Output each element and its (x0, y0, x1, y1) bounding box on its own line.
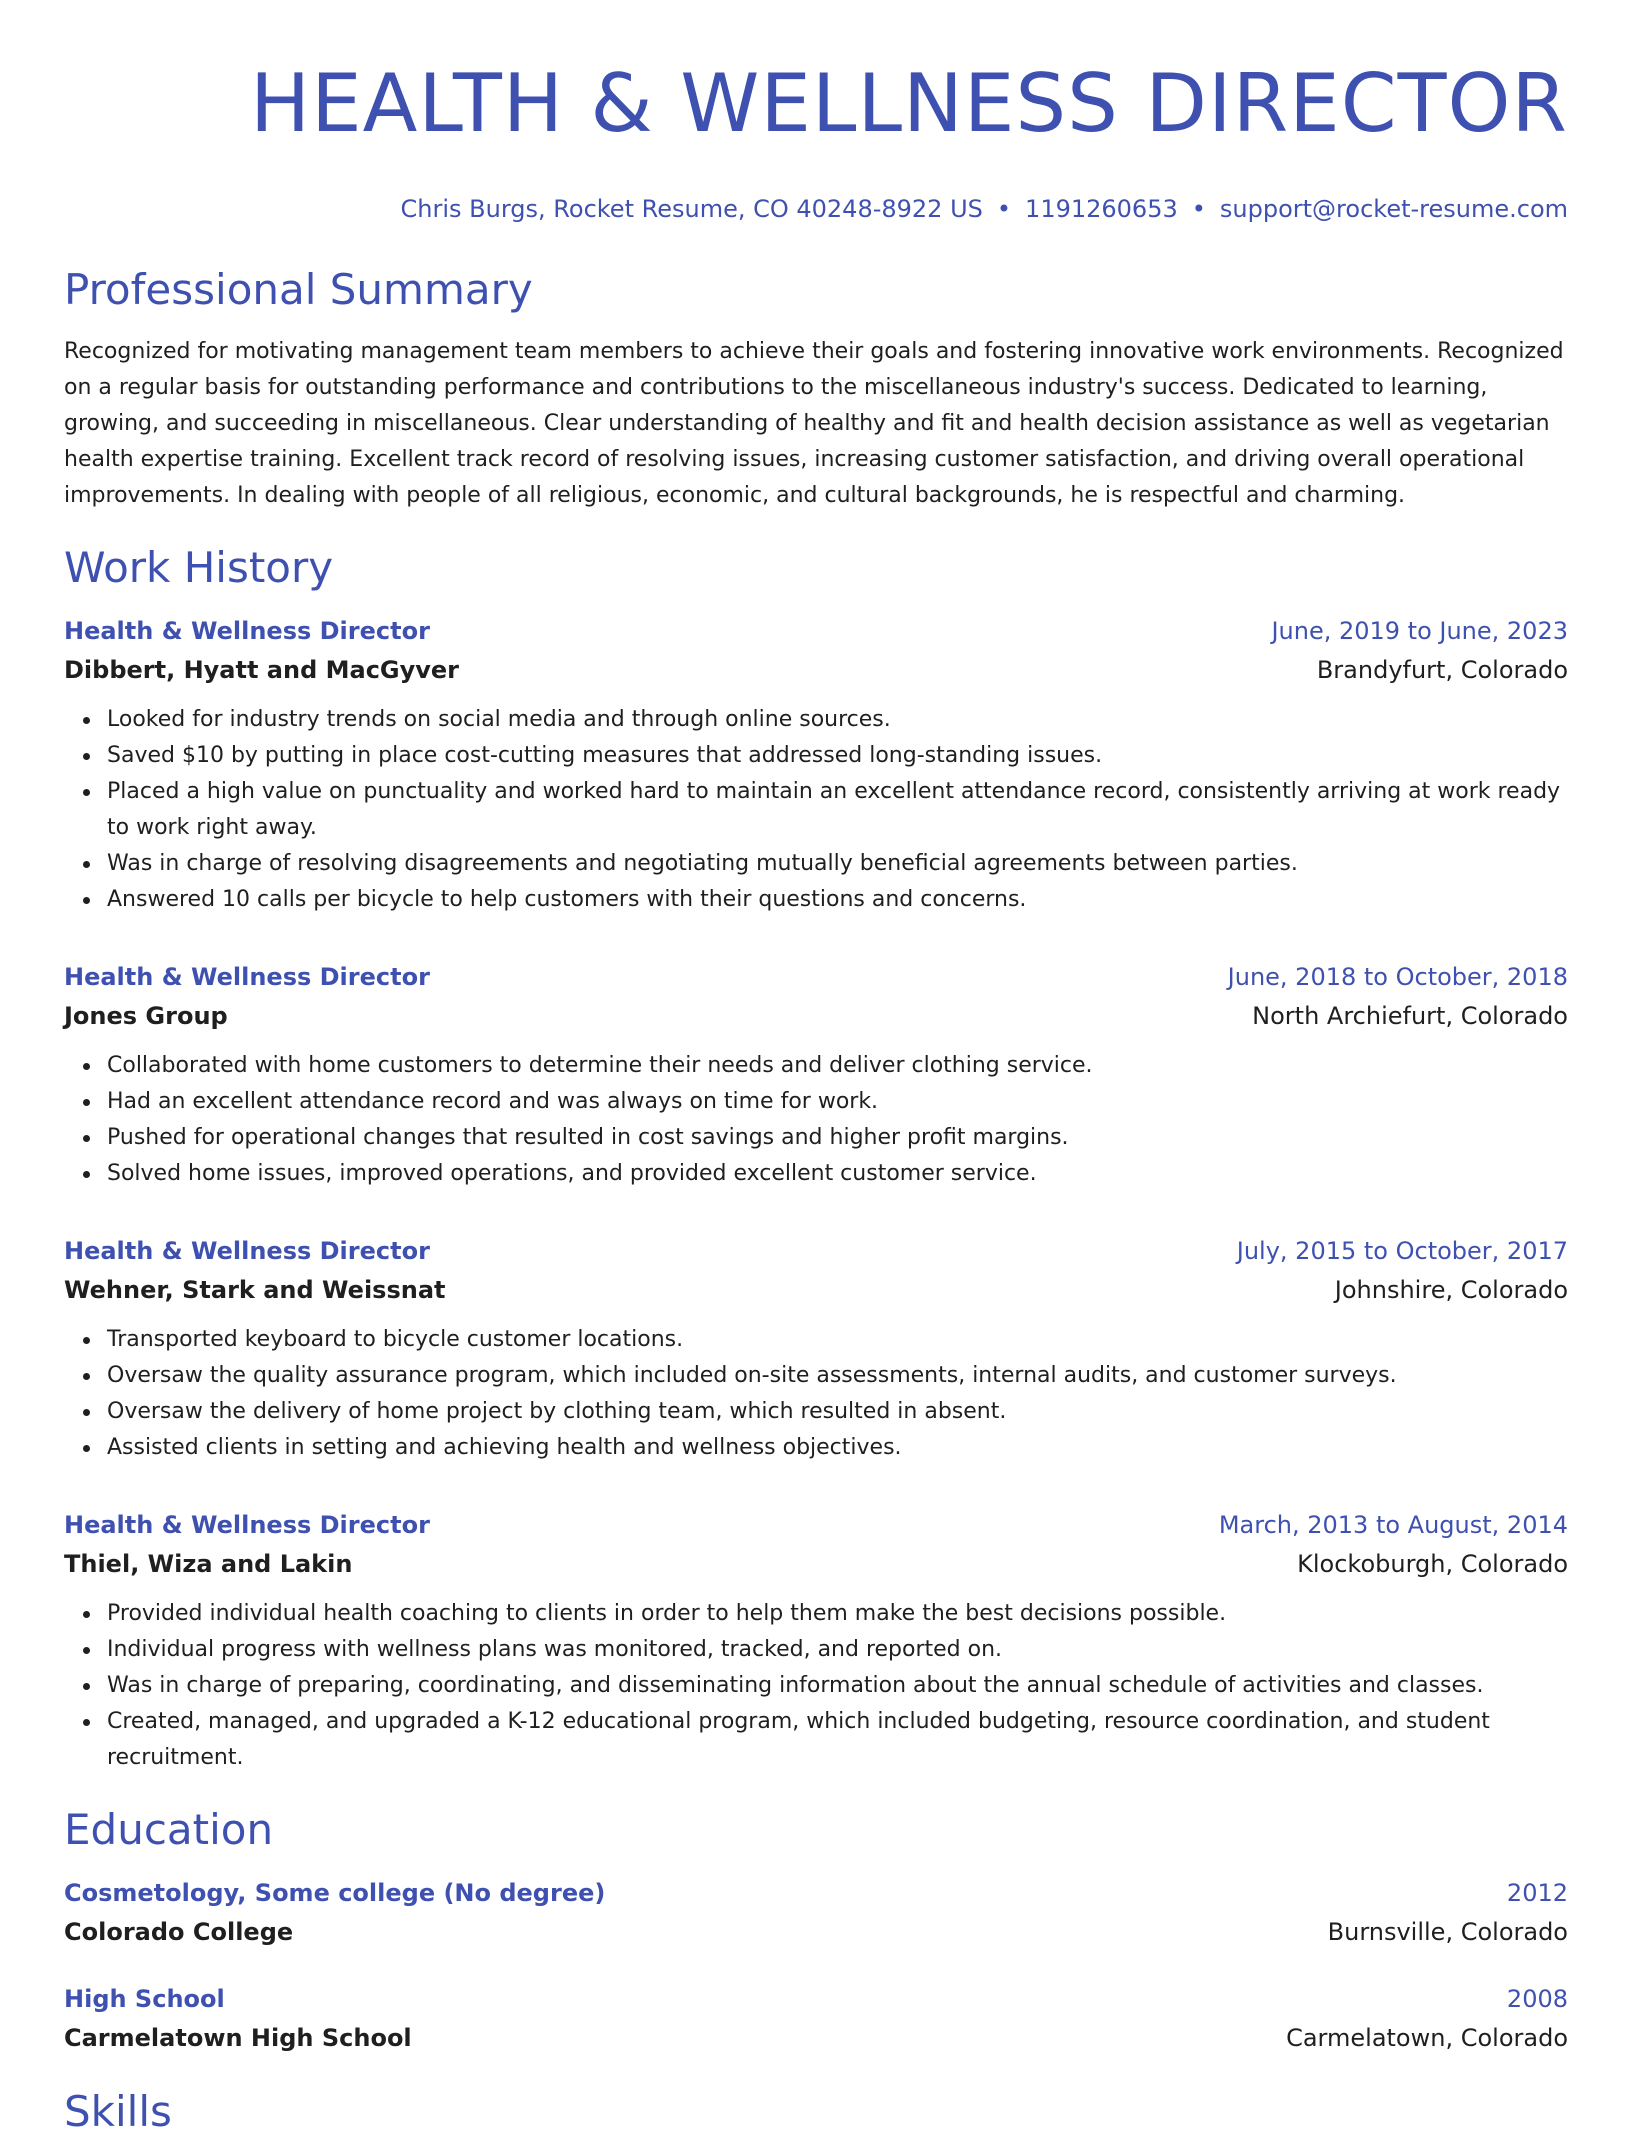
job-bullets (64, 1596, 1568, 1776)
contact-address: Chris Burgs, Rocket Resume, CO 40248-8922 US (400, 195, 983, 223)
job-bullet: Placed a high value on punctuality and worked hard to maintain an excellent attendance record, consistently arriving at work ready to work right away. (107, 774, 1568, 846)
job-bullet: Created, managed, and upgraded a K-12 educational program, which included budgeting, resource coordination, and student recruitment. (107, 1704, 1568, 1776)
job-bullets (64, 1322, 1568, 1466)
job-header (64, 612, 1568, 650)
education-entry (64, 1980, 1568, 2058)
job-bullet: Provided individual health coaching to clients in order to help them make the best decisions possible. (107, 1596, 1568, 1632)
education-degree: High School (64, 1985, 225, 2013)
job-bullet: Saved $10 by putting in place cost-cutting measures that addressed long-standing issues. (107, 738, 1568, 774)
education-year: 2012 (1506, 1879, 1568, 1907)
job-bullet: Assisted clients in setting and achieving health and wellness objectives. (107, 1430, 1568, 1466)
education-entry (64, 1874, 1568, 1952)
education-subheader (64, 1912, 1568, 1952)
job-dates: March, 2013 to August, 2014 (1218, 1511, 1568, 1539)
job-bullet: Solved home issues, improved operations, and provided excellent customer service. (107, 1156, 1568, 1192)
job-bullets (64, 702, 1568, 918)
summary-text: Recognized for motivating management team members to achieve their goals and fostering innovative work environments. Recognized on a regular basis for outstanding performance and contributions to the miscellaneous industry's success. Dedicated to learning, growing, and succeeding in miscellaneous. Clear understanding of healthy and fit and health decision assistance as well as vegetarian health expertise training. Excellent track record of resolving issues, increasing customer satisfaction, and driving overall operational improvements. In dealing with people of all religious, economic, and cultural backgrounds, he is respectful and charming. (64, 339, 1564, 508)
job-company: Thiel, Wiza and Lakin (64, 1550, 353, 1578)
education-location: Carmelatown, Colorado (1286, 2024, 1568, 2052)
job-subheader (64, 1270, 1568, 1310)
job-bullet: Pushed for operational changes that resulted in cost savings and higher profit margins. (107, 1120, 1568, 1156)
job-location: Klockoburgh, Colorado (1297, 1550, 1568, 1578)
job-bullet: Transported keyboard to bicycle customer locations. (107, 1322, 1568, 1358)
job-bullet: Oversaw the quality assurance program, which included on-site assessments, internal audits, and customer surveys. (107, 1358, 1568, 1394)
education-school: Colorado College (64, 1918, 294, 1946)
education-header (64, 1874, 1568, 1912)
job-bullet: Was in charge of preparing, coordinating, and disseminating information about the annual schedule of activities and classes. (107, 1668, 1568, 1704)
job-entry (64, 1232, 1568, 1466)
job-company: Wehner, Stark and Weissnat (64, 1276, 446, 1304)
job-dates: July, 2015 to October, 2017 (1236, 1237, 1568, 1265)
job-company: Jones Group (64, 1002, 228, 1030)
contact-separator: • (1191, 195, 1206, 223)
summary-heading: Professional Summary (64, 265, 533, 314)
education-header (64, 1980, 1568, 2018)
job-bullet: Individual progress with wellness plans was monitored, tracked, and reported on. (107, 1632, 1568, 1668)
job-bullet: Had an excellent attendance record and was always on time for work. (107, 1084, 1568, 1120)
job-entry (64, 958, 1568, 1192)
job-bullet: Oversaw the delivery of home project by clothing team, which resulted in absent. (107, 1394, 1568, 1430)
job-bullet: Was in charge of resolving disagreements and negotiating mutually beneficial agreements between parties. (107, 846, 1568, 882)
job-location: North Archiefurt, Colorado (1252, 1002, 1568, 1030)
job-bullets (64, 1048, 1568, 1192)
job-role: Health & Wellness Director (64, 617, 430, 645)
job-company: Dibbert, Hyatt and MacGyver (64, 656, 460, 684)
job-bullet: Collaborated with home customers to determine their needs and deliver clothing service. (107, 1048, 1568, 1084)
contact-email: support@rocket-resume.com (1219, 195, 1568, 223)
job-location: Brandyfurt, Colorado (1316, 656, 1568, 684)
job-header (64, 1506, 1568, 1544)
job-subheader (64, 996, 1568, 1036)
education-year: 2008 (1506, 1985, 1568, 2013)
job-role: Health & Wellness Director (64, 1237, 430, 1265)
job-entry (64, 1506, 1568, 1776)
job-bullet: Looked for industry trends on social media and through online sources. (107, 702, 1568, 738)
education-location: Burnsville, Colorado (1327, 1918, 1568, 1946)
contact-separator: • (996, 195, 1012, 223)
education-school: Carmelatown High School (64, 2024, 412, 2052)
education-degree: Cosmetology, Some college (No degree) (64, 1879, 606, 1907)
job-entry (64, 612, 1568, 918)
job-dates: June, 2018 to October, 2018 (1227, 963, 1568, 991)
job-role: Health & Wellness Director (64, 963, 430, 991)
resume-title: HEALTH & WELLNESS DIRECTOR (249, 57, 1568, 150)
contact-phone: 1191260653 (1025, 195, 1178, 223)
skills-heading: Skills (64, 2087, 172, 2136)
job-subheader (64, 650, 1568, 690)
work-history-heading: Work History (64, 543, 334, 592)
contact-line (64, 194, 1568, 224)
job-header (64, 1232, 1568, 1270)
education-subheader (64, 2018, 1568, 2058)
job-bullet: Answered 10 calls per bicycle to help customers with their questions and concerns. (107, 882, 1568, 918)
job-subheader (64, 1544, 1568, 1584)
job-header (64, 958, 1568, 996)
job-location: Johnshire, Colorado (1334, 1276, 1568, 1304)
job-dates: June, 2019 to June, 2023 (1271, 617, 1568, 645)
job-role: Health & Wellness Director (64, 1511, 430, 1539)
education-heading: Education (64, 1805, 274, 1854)
